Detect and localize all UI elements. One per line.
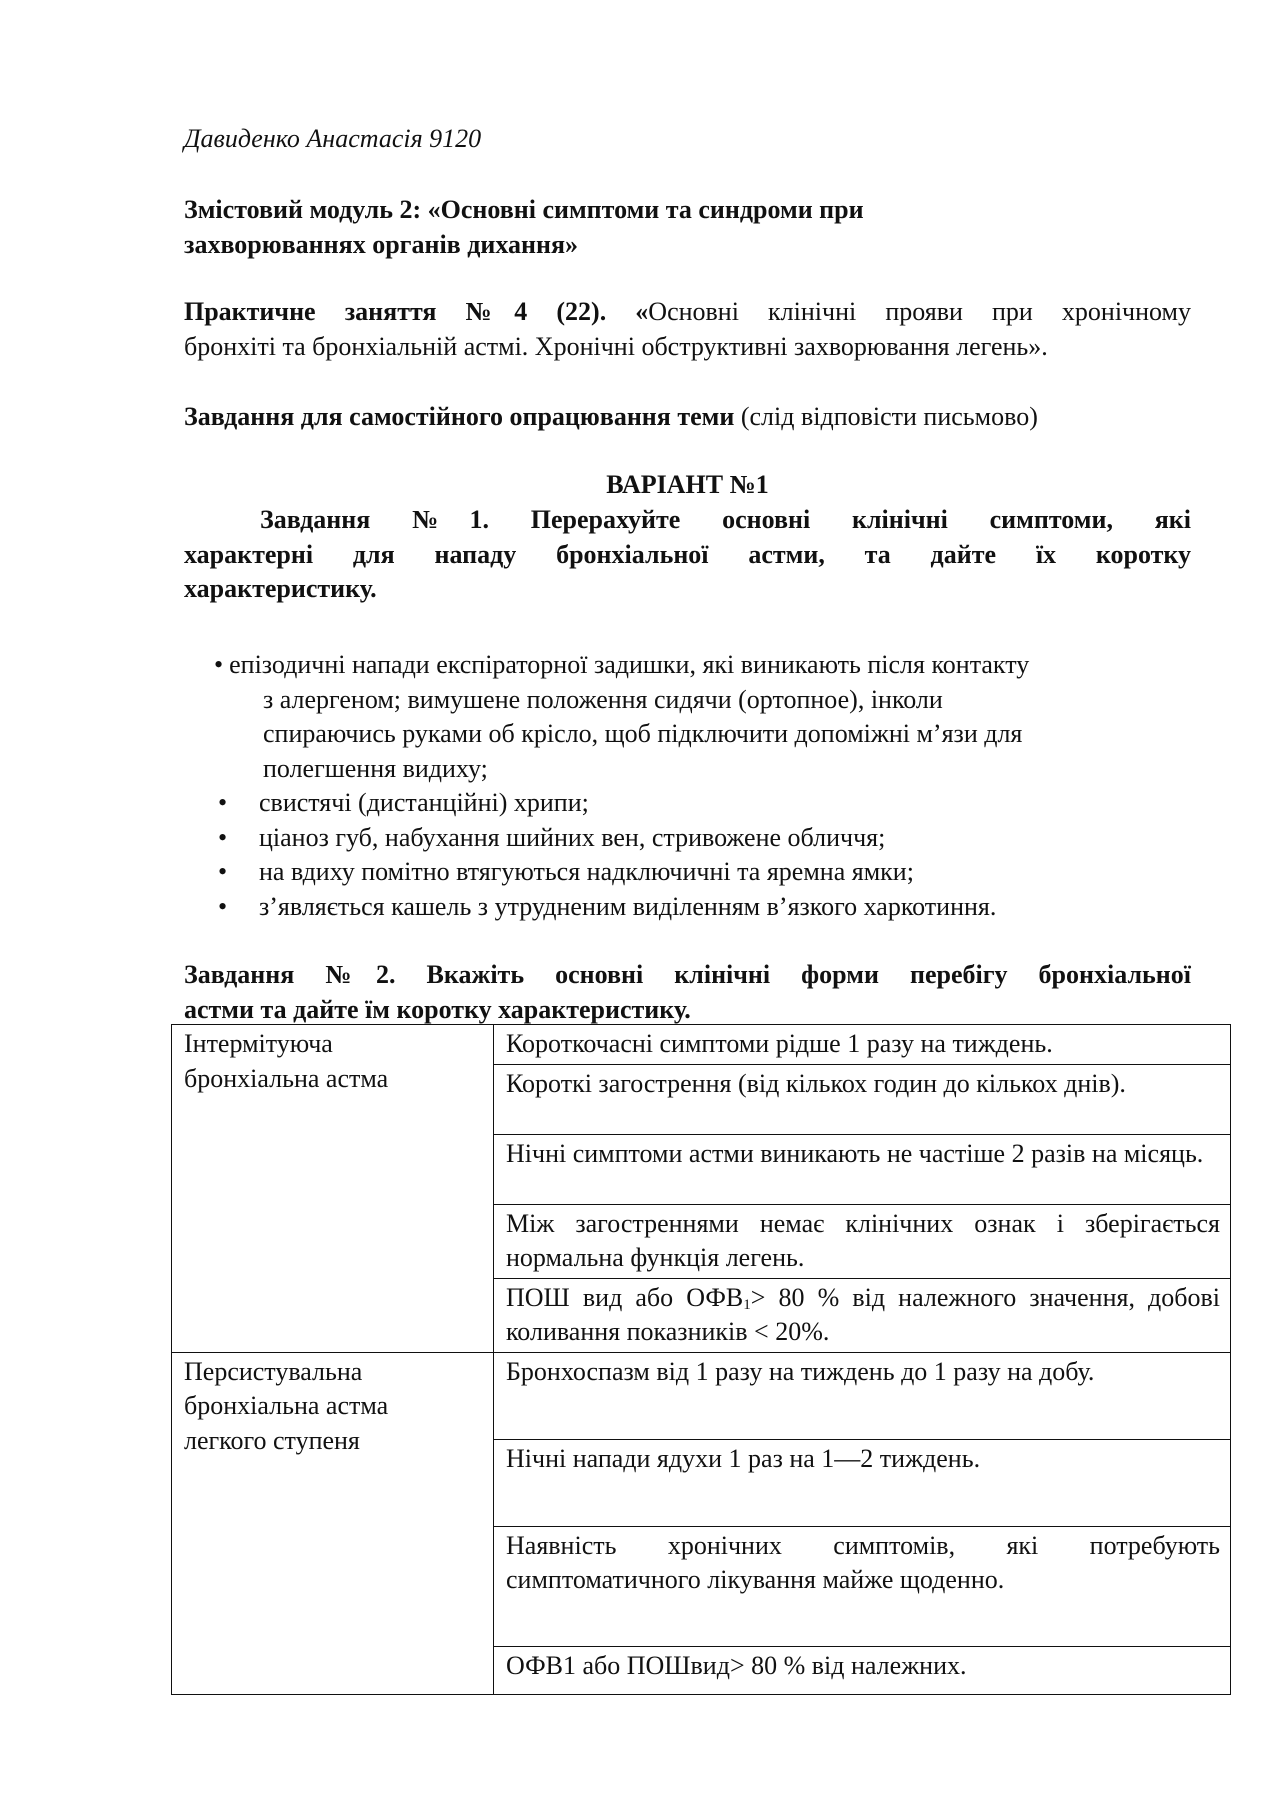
table-row bbox=[172, 1352, 1231, 1439]
list-item-line3: спираючись руками об крісло, щоб підключити допоміжні м’язи для bbox=[263, 719, 1023, 748]
table-cell: ОФВ1 або ПОШвид> 80 % від належних. bbox=[494, 1646, 1231, 1694]
question-2-line2: астми та дайте їм коротку характеристику. bbox=[184, 994, 691, 1024]
bullet-icon: • bbox=[218, 891, 228, 921]
asthma-forms-table bbox=[171, 1024, 1231, 1695]
list-item bbox=[214, 648, 1204, 786]
form-name-persistent-mild bbox=[172, 1352, 494, 1694]
form-name-line: Персистувальна bbox=[184, 1356, 363, 1386]
form-name-line: легкого ступеня bbox=[184, 1425, 360, 1455]
cell-text: ПОШ вид або ОФВ bbox=[506, 1282, 744, 1312]
task-intro-bold: Завдання для самостійного опрацювання теми bbox=[184, 402, 735, 431]
bullet-icon: • bbox=[218, 788, 228, 817]
question-1-line1: Завдання №1. Перерахуйте основні клінічні симптоми, які bbox=[260, 505, 1191, 534]
list-item-line1: епізодичні напади експіраторної задишки, які виникають після контакту bbox=[229, 650, 1030, 679]
cell-text: > 80 % від належного значення, добові коливання показників < 20%. bbox=[506, 1282, 1220, 1346]
bullet-icon: • bbox=[218, 857, 228, 886]
table-cell: Нічні симптоми астми виникають не частіше 2 разів на місяць. bbox=[494, 1134, 1231, 1204]
table-cell: Короткочасні симптоми рідше 1 разу на тиждень. bbox=[494, 1025, 1231, 1065]
list-item-text: з’являється кашель з утрудненим виділенням в’язкого харкотиння. bbox=[259, 891, 997, 921]
form-name-line: бронхіальна астма bbox=[184, 1063, 389, 1093]
list-item bbox=[214, 855, 1204, 890]
list-item bbox=[214, 786, 1204, 821]
question-1 bbox=[184, 503, 1191, 607]
bullet-icon: • bbox=[214, 650, 224, 679]
list-item bbox=[214, 821, 1204, 856]
list-item-line4: полегшення видиху; bbox=[263, 753, 488, 783]
table-cell: Бронхоспазм від 1 разу на тиждень до 1 разу на добу. bbox=[494, 1352, 1231, 1439]
author-line: Давиденко Анастасія 9120 bbox=[184, 124, 482, 153]
lesson-topic-part1: Основні клінічні прояви при хронічному bbox=[648, 297, 1191, 326]
bullet-icon: • bbox=[218, 822, 228, 852]
task-intro-note: (слід відповісти письмово) bbox=[734, 402, 1038, 431]
question-1-line3: характеристику. bbox=[184, 574, 377, 603]
table-cell: Наявність хронічних симптомів, які потребують симптоматичного лікування майже щоденно. bbox=[494, 1526, 1231, 1646]
table-cell bbox=[494, 1278, 1231, 1352]
question-1-line2: характерні для нападу бронхіальної астми, та дайте їх коротку bbox=[184, 539, 1191, 569]
module-title-line1: Змістовий модуль 2: «Основні симптоми та синдроми при bbox=[184, 195, 864, 224]
form-name-line: бронхіальна астма bbox=[184, 1391, 389, 1420]
table-cell: Між загостреннями немає клінічних ознак і зберігається нормальна функція легень. bbox=[494, 1204, 1231, 1278]
variant-heading: ВАРІАНТ №1 bbox=[606, 470, 769, 499]
question-2-line1: Завдання №2. Вкажіть основні клінічні форми перебігу бронхіальної bbox=[184, 960, 1191, 989]
table-cell: Нічні напади ядухи 1 раз на 1—2 тиждень. bbox=[494, 1439, 1231, 1526]
lesson-title-line1 bbox=[184, 295, 1191, 330]
module-title bbox=[184, 193, 1191, 262]
list-item-text: на вдиху помітно втягуються надключичні та яремна ямки; bbox=[259, 857, 914, 886]
list-item-line2: з алергеном; вимушене положення сидячи (ортопное), інколи bbox=[263, 684, 943, 714]
question-2 bbox=[184, 958, 1191, 1027]
symptom-list bbox=[214, 648, 1204, 924]
lesson-title bbox=[184, 295, 1191, 364]
list-item-text: свистячі (дистанційні) хрипи; bbox=[259, 788, 589, 817]
table-row bbox=[172, 1025, 1231, 1065]
lesson-label: Практичне заняття №4 (22). « bbox=[184, 297, 649, 326]
list-item bbox=[214, 890, 1204, 925]
lesson-title-line2: бронхіті та бронхіальній астмі. Хронічні обструктивні захворювання легень». bbox=[184, 331, 1048, 361]
form-name-line: Інтермітуюча bbox=[184, 1029, 333, 1058]
list-item-text: ціаноз губ, набухання шийних вен, стривожене обличчя; bbox=[259, 822, 886, 852]
subscript: 1 bbox=[743, 1296, 751, 1313]
form-name-intermittent bbox=[172, 1025, 494, 1353]
module-title-line2: захворюваннях органів дихання» bbox=[184, 229, 579, 259]
table-cell: Короткі загострення (від кількох годин до кількох днів). bbox=[494, 1064, 1231, 1134]
task-intro bbox=[184, 400, 1191, 435]
